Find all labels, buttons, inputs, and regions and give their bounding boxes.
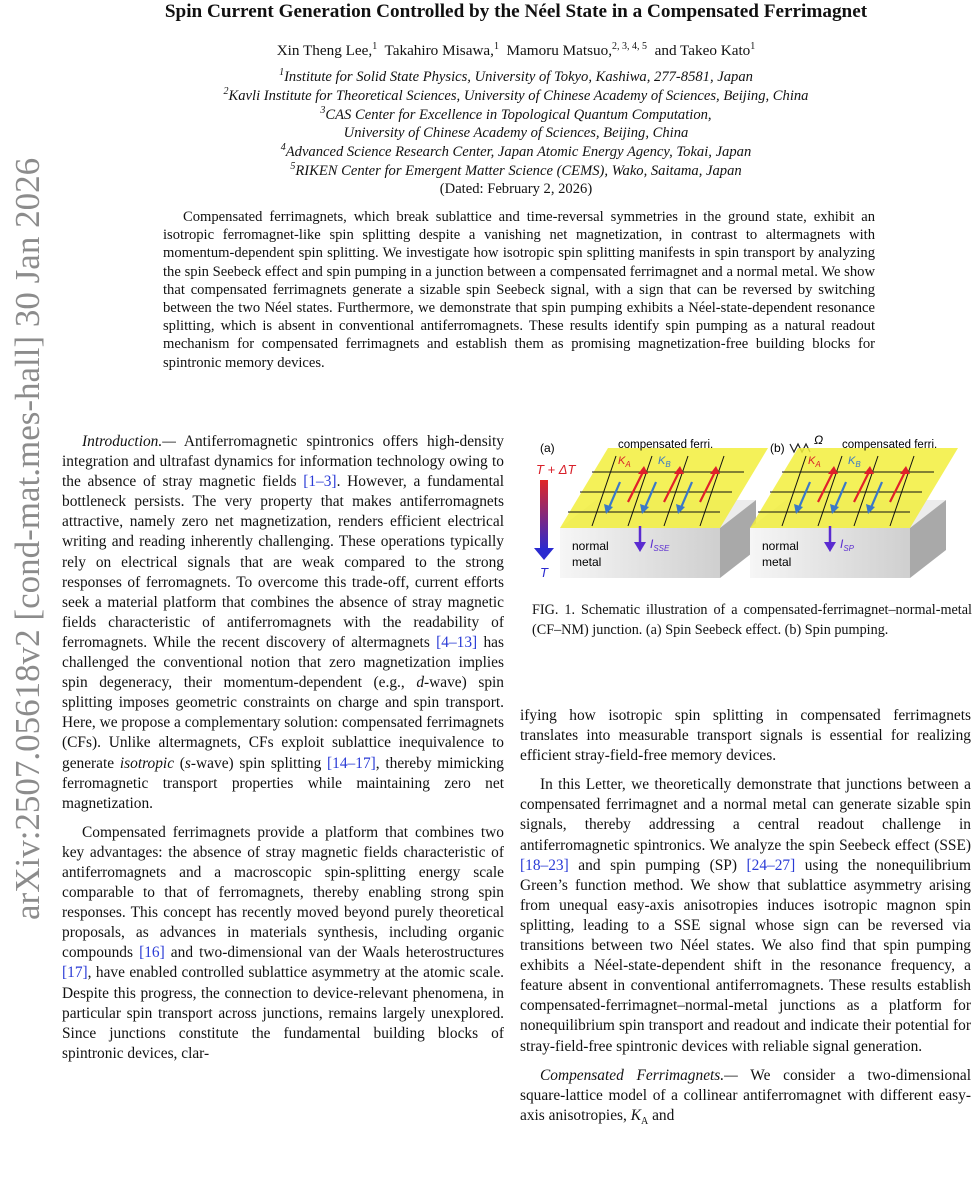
cf-label-a: compensated ferri.	[618, 439, 714, 451]
figure-1	[532, 430, 972, 590]
affiliation	[60, 124, 972, 142]
affil-text: CAS Center for Excellence in Topological Quantum Computation,	[325, 107, 712, 123]
normal-label-b: normal	[762, 539, 799, 553]
panel-a-label: (a)	[540, 441, 555, 455]
dated-line: (Dated: February 2, 2026)	[439, 181, 593, 197]
temperature-low-label: T	[540, 565, 548, 580]
author-affil-mark: 1	[750, 41, 756, 52]
affil-text: Kavli Institute for Theoretical Sciences, University of Chinese Academy of Sciences, Beijing, China	[228, 88, 809, 104]
intro-paragraph-2	[62, 823, 504, 1064]
text-run: , thereby mimicking ferromagnetic transport properties while maintaining zero net magnetization.	[62, 754, 504, 812]
affil-mark: 5	[290, 161, 296, 172]
temperature-arrow-head	[534, 548, 554, 560]
citation-link[interactable]: [4–13]	[436, 633, 478, 651]
affil-text: University of Chinese Academy of Sciences, Beijing, China	[343, 125, 689, 141]
affiliation	[60, 106, 972, 124]
math-symbol: K	[630, 1106, 641, 1124]
metal-label-b: metal	[762, 555, 792, 569]
affil-mark: 2	[223, 86, 229, 97]
text-run: and spin pumping (SP)	[568, 856, 747, 874]
intro-heading: Introduction.—	[82, 433, 176, 450]
kb-symbol: K	[848, 455, 856, 467]
right-paragraph-1	[520, 775, 971, 1056]
text-run: . However, a fundamental bottleneck persists. The very property that makes antiferromagnets attractive, namely zero net magnetization, renders efficient electrical writing and reading inherently challenging. These operations typically rely on electrical signals that are weak compared to the strong responses of ferromagnets. To overcome this trade-off, current efforts seek a material platform that combines the absence of stray magnetic fields characteristic of antiferromagnets with the readability of ferromagnets. While the recent discovery of altermagnets	[62, 473, 504, 651]
text-run: -wave) spin splitting imposes geometric constraints on charge and spin transport. Here, we propose a complementary solution: compensated ferrimagnets (CFs). Unlike altermagnets, CFs exploit sublattice inequivalence to generate	[62, 674, 504, 772]
text-run: -wave) spin splitting	[190, 754, 328, 772]
affiliation	[60, 68, 972, 86]
affil-mark: 3	[320, 105, 326, 116]
affil-text: Advanced Science Research Center, Japan Atomic Energy Agency, Tokai, Japan	[285, 144, 752, 160]
math-subscript: A	[640, 1115, 649, 1127]
right-paragraph-2	[520, 1066, 971, 1132]
kb-subscript: B	[665, 460, 671, 469]
citation-link[interactable]: [18–23]	[520, 856, 569, 874]
text-run: , have enabled controlled sublattice asymmetry at the atomic scale. Despite this progress, the connection to device-relevant phenomena, in particular spin transport across junctions, remains largely unexplored. Since junctions constitute the fundamental building blocks of spintronic devices, clar-	[62, 964, 504, 1062]
affiliation	[60, 162, 972, 180]
i-sp-symbol: I	[840, 537, 844, 551]
abstract	[163, 208, 875, 372]
citation-link[interactable]: [17]	[62, 964, 88, 982]
text-run: has challenged the conventional notion that zero magnetization implies spin degeneracy, their momentum-dependent (e.g.,	[62, 633, 504, 692]
citation-link[interactable]: [16]	[139, 944, 165, 962]
author-name: Xin Theng Lee,	[276, 42, 373, 59]
i-sse-subscript: SSE	[653, 544, 670, 553]
omega-label: Ω	[814, 433, 824, 447]
right-paragraph-0: ifying how isotropic spin splitting in compensated ferrimagnets translates into measurable transport signals is essential for realizing efficient stray-field-free memory devices.	[520, 707, 971, 765]
left-column	[62, 432, 504, 1064]
cf-label-b: compensated ferri.	[842, 439, 938, 451]
ka-symbol: K	[618, 455, 626, 467]
arxiv-stamp: arXiv:2507.05618v2 [cond-mat.mes-hall] 30 Jan 2026	[8, 157, 47, 920]
text-run: isotropic	[119, 754, 175, 772]
affiliation	[60, 143, 972, 161]
affil-text: Institute for Solid State Physics, University of Tokyo, Kashiwa, 277-8581, Japan	[284, 69, 753, 85]
citation-link[interactable]: [14–17]	[327, 754, 376, 772]
temperature-gradient-bar	[540, 480, 548, 550]
paper-title: Spin Current Generation Controlled by the Néel State in a Compensated Ferrimagnet	[164, 1, 868, 22]
author-name: Mamoru Matsuo,	[506, 42, 613, 59]
author-name: Takahiro Misawa,	[384, 42, 494, 59]
citation-link[interactable]: [1–3]	[303, 473, 337, 491]
i-sse-symbol: I	[650, 537, 654, 551]
text-run: using the nonequilibrium Green’s function method. We show that sublattice asymmetry arising from unequal easy-axis anisotropies induces isotropic magnon spin splitting, leading to a SSE signal whose sign can be reversed via transitions between two Néel states. We also find that spin pumping exhibits a Néel-state-dependent shift in the resonance frequency, a feature absent in conventional antiferromagnets. These results establish compensated-ferrimagnet–normal-metal junctions as a platform for nonequilibrium spin transport and readout and indicate their potential for stray-field-free spintronic devices with reliable signal generation.	[520, 856, 971, 1055]
normal-label-a: normal	[572, 539, 609, 553]
ka-symbol: K	[808, 455, 816, 467]
text-run: We consider a two-dimensional square-lattice model of a collinear antiferromagnet with different easy-axis anisotropies,	[520, 1066, 971, 1124]
kb-symbol: K	[658, 455, 666, 467]
affil-mark: 4	[280, 142, 286, 153]
intro-paragraph-1	[62, 432, 504, 814]
affil-text: RIKEN Center for Emergent Matter Science (CEMS), Wako, Saitama, Japan	[295, 163, 742, 179]
text-run: In this Letter, we theoretically demonstrate that junctions between a compensated ferrimagnet and a normal metal can generate sizable spin signals, thereby addressing a central readout challenge in antiferromagnetic spintronics. We analyze the spin Seebeck effect (SSE)	[520, 776, 971, 854]
author-list	[60, 40, 972, 62]
text-run: s	[184, 754, 191, 772]
author-affil-mark: 1	[372, 41, 378, 52]
right-column	[520, 706, 971, 1132]
affiliation	[60, 87, 972, 105]
text-run: and two-dimensional van der Waals heterostructures	[164, 944, 505, 962]
citation-link[interactable]: [24–27]	[746, 856, 796, 874]
author-affil-mark: 2, 3, 4, 5	[612, 41, 648, 52]
kb-subscript: B	[855, 460, 861, 469]
author-affil-mark: 1	[493, 41, 499, 52]
text-run: and	[648, 1106, 675, 1124]
figure-caption: FIG. 1. Schematic illustration of a compensated-ferrimagnet–normal-metal (CF–NM) junction. (a) Spin Seebeck effect. (b) Spin pumping.	[532, 602, 972, 638]
text-run: (	[174, 754, 185, 772]
i-sp-subscript: SP	[843, 544, 855, 553]
affil-mark: 1	[279, 67, 285, 78]
text-run: Compensated ferrimagnets provide a platform that combines two key advantages: the absence of stray magnetic fields characteristic of antiferromagnets and a macroscopic spin-splitting energy scale comparable to that of ferromagnets, thereby enabling strong spin responses. This concept has recently moved beyond purely theoretical proposals, as advances in materials synthesis, including organic compounds	[62, 823, 504, 962]
temperature-high-label: T + ΔT	[536, 462, 576, 477]
ka-subscript: A	[815, 460, 821, 469]
section-heading: Compensated Ferrimagnets.—	[540, 1066, 738, 1084]
text-run: Antiferromagnetic spintronics offers high-density integration and ultrafast dynamics for information technology owing to the absence of stray magnetic fields	[62, 433, 504, 491]
metal-label-a: metal	[572, 555, 602, 569]
abstract-text: Compensated ferrimagnets, which break sublattice and time-reversal symmetries in the ground state, exhibit an isotropic ferromagnet-like spin splitting despite a vanishing net magnetization, in contrast to altermagnets with momentum-dependent spin splitting. We investigate how isotropic spin splitting manifests in spin transport by analyzing the spin Seebeck effect and spin pumping in a junction between a compensated ferrimagnet and a normal metal. We show that compensated ferrimagnets generate a sizable spin Seebeck signal, with a sign that can be reversed by switching between the two Néel states. Furthermore, we demonstrate that spin pumping exhibits a Néel-state-dependent resonance splitting, which is absent in conventional antiferromagnets. These results identify spin pumping as a natural readout mechanism for compensated ferrimagnets and establish them as promising magnetization-free building blocks for spintronic memory devices.	[163, 209, 875, 371]
panel-b-label: (b)	[770, 441, 785, 455]
figure-1-schematic	[532, 430, 972, 590]
text-run: d	[416, 674, 425, 692]
author-name: and Takeo Kato	[654, 42, 751, 59]
ka-subscript: A	[625, 460, 631, 469]
